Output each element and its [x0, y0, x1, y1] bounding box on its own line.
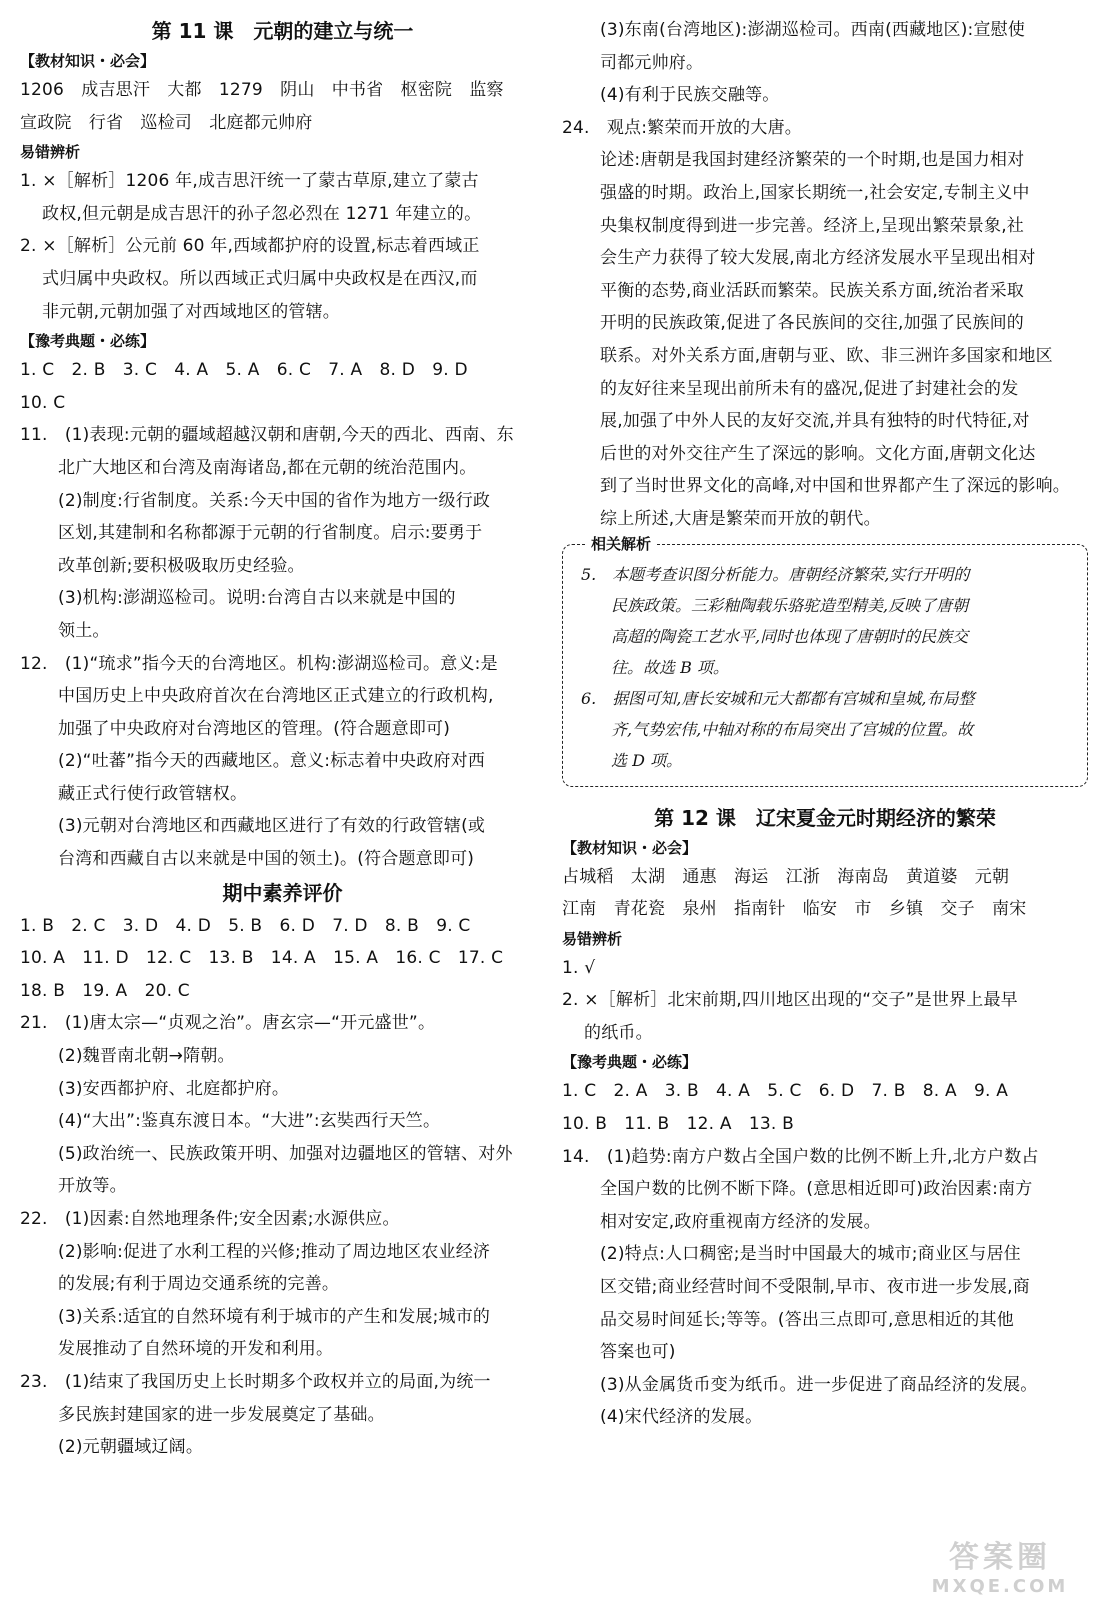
question-12-cont: (2)“吐蕃”指今天的西藏地区。意义:标志着中央政府对西 [58, 751, 486, 772]
question-11-cont: (3)机构:澎湖巡检司。说明:台湾自古以来就是中国的 [58, 588, 456, 609]
question-23-cont: (3)东南(台湾地区):澎湖巡检司。西南(西藏地区):宣慰使 [600, 20, 1026, 40]
question-24-cont: 会生产力获得了较大发展,南北方经济发展水平呈现出相对 [600, 248, 1036, 269]
question-11-cont: 领土。 [58, 620, 110, 641]
terms-line: 占城稻 太湖 通惠 海运 江浙 海南岛 黄道婆 元朝 [562, 866, 1010, 887]
section-textbook-knowledge: 【教材知识・必会】 [562, 838, 698, 857]
watermark-url: MXQE.COM [931, 1576, 1069, 1597]
terms-line: 宣政院 行省 巡检司 北庭都元帅府 [20, 112, 313, 133]
right-column [562, 14, 1088, 1434]
question-21-cont: (5)政治统一、民族政策开明、加强对边疆地区的管辖、对外 [58, 1143, 513, 1164]
question-22: 22. (1)因素:自然地理条件;安全因素;水源供应。 [20, 1209, 400, 1229]
analysis-item-5-cont: 民族政策。三彩釉陶载乐骆驼造型精美,反映了唐朝 [611, 595, 969, 615]
terms-line: 江南 青花瓷 泉州 指南针 临安 市 乡镇 交子 南宋 [562, 899, 1027, 920]
lesson11-title: 第 11 课 元朝的建立与统一 [151, 19, 414, 43]
question-24-cont: 联系。对外关系方面,唐朝与亚、欧、非三洲许多国家和地区 [600, 345, 1053, 366]
analysis-item-5-cont: 往。故选 B 项。 [611, 657, 729, 677]
question-22-cont: (3)关系:适宜的自然环境有利于城市的产生和发展;城市的 [58, 1306, 491, 1327]
section-textbook-knowledge: 【教材知识・必会】 [20, 52, 156, 70]
mc-answers: 1. C 2. B 3. C 4. A 5. A 6. C 7. A 8. D 9. D [20, 360, 468, 381]
question-21-cont: 开放等。 [58, 1176, 127, 1197]
analysis-item-5: 5. 本题考查识图分析能力。唐朝经济繁荣,实行开明的 [581, 564, 970, 584]
mc-answers: 1. C 2. A 3. B 4. A 5. C 6. D 7. B 8. A 9. A [562, 1081, 1009, 1102]
error-item-1: 1. √ [562, 957, 596, 978]
question-14-cont: 全国户数的比例不断下降。(意思相近即可)政治因素:南方 [600, 1179, 1033, 1200]
midterm-answers: 1. B 2. C 3. D 4. D 5. B 6. D 7. D 8. B 9. C [20, 915, 471, 936]
section-exam-questions: 【豫考典题・必练】 [20, 332, 156, 351]
question-14-cont: (3)从金属货币变为纸币。进一步促进了商品经济的发展。 [600, 1374, 1038, 1395]
question-23-cont: 司都元帅府。 [600, 52, 704, 73]
analysis-item-6-cont: 齐,气势宏伟,中轴对称的布局突出了宫城的位置。故 [611, 719, 974, 739]
question-23-cont: (2)元朝疆域辽阔。 [58, 1437, 204, 1458]
error-item-1: 1. ×［解析］1206 年,成吉思汗统一了蒙古草原,建立了蒙古 [20, 171, 479, 192]
question-22-cont: 的发展;有利于周边交通系统的完善。 [58, 1274, 340, 1295]
question-24-cont: 开明的民族政策,促进了各民族间的交往,加强了民族间的 [600, 313, 1025, 334]
section-error-analysis: 易错辨析 [562, 929, 623, 948]
question-24-cont: 央集权制度得到进一步完善。经济上,呈现出繁荣景象,社 [600, 215, 1025, 236]
question-24-cont: 综上所述,大唐是繁荣而开放的朝代。 [600, 508, 881, 529]
midterm-answers: 18. B 19. A 20. C [20, 980, 190, 1001]
question-14-cont: 相对安定,政府重视南方经济的发展。 [600, 1211, 881, 1232]
question-11-cont: (2)制度:行省制度。关系:今天中国的省作为地方一级行政 [58, 490, 491, 511]
question-22-cont: 发展推动了自然环境的开发和利用。 [58, 1339, 334, 1360]
question-23-cont: (4)有利于民族交融等。 [600, 85, 780, 106]
watermark-logo [905, 1532, 1095, 1597]
question-24-cont: 的友好往来呈现出前所未有的盛况,促进了封建社会的发 [600, 378, 1019, 399]
watermark-text: 答案圈 [949, 1540, 1051, 1575]
question-11-cont: 北广大地区和台湾及南海诸岛,都在元朝的统治范围内。 [58, 457, 477, 478]
question-21-cont: (3)安西都护府、北庭都护府。 [58, 1078, 290, 1099]
error-item-2-cont: 式归属中央政权。所以西域正式归属中央政权是在西汉,而 [42, 268, 478, 289]
mc-answers: 10. C [20, 392, 66, 413]
question-12-cont: 台湾和西藏自古以来就是中国的领土)。(符合题意即可) [58, 849, 475, 870]
question-14-cont: 品交易时间延长;等等。(答出三点即可,意思相近的其他 [600, 1309, 1014, 1330]
midterm-answers: 10. A 11. D 12. C 13. B 14. A 15. A 16. C 17. C [20, 948, 504, 969]
question-11: 11. (1)表现:元朝的疆域超越汉朝和唐朝,今天的西北、西南、东 [20, 425, 514, 446]
question-21-cont: (2)魏晋南北朝→隋朝。 [58, 1046, 235, 1067]
question-22-cont: (2)影响:促进了水利工程的兴修;推动了周边地区农业经济 [58, 1241, 491, 1262]
analysis-item-6: 6. 据图可知,唐长安城和元大都都有宫城和皇城,布局整 [581, 688, 975, 708]
analysis-item-6-cont: 选 D 项。 [611, 750, 683, 770]
section-error-analysis: 易错辨析 [20, 143, 81, 162]
question-24-cont: 到了当时世界文化的高峰,对中国和世界都产生了深远的影响。 [600, 476, 1071, 497]
left-column [20, 14, 545, 1464]
question-24-cont: 后世的对外交往产生了深远的影响。文化方面,唐朝文化达 [600, 443, 1036, 464]
error-item-2-cont: 的纸币。 [584, 1022, 653, 1043]
question-14-cont: 区交错;商业经营时间不受限制,早市、夜市进一步发展,商 [600, 1277, 1030, 1298]
error-item-2: 2. ×［解析］公元前 60 年,西域都护府的设置,标志着西域正 [20, 236, 480, 257]
related-analysis-box [562, 534, 1088, 787]
analysis-item-5-cont: 高超的陶瓷工艺水平,同时也体现了唐朝时的民族交 [611, 626, 969, 646]
error-item-2: 2. ×［解析］北宋前期,四川地区出现的“交子”是世界上最早 [562, 990, 1018, 1011]
question-11-cont: 改革创新;要积极吸取历史经验。 [58, 555, 305, 576]
question-14: 14. (1)趋势:南方户数占全国户数的比例不断上升,北方户数占 [562, 1146, 1039, 1167]
error-item-1-cont: 政权,但元朝是成吉思汗的孙子忽必烈在 1271 年建立的。 [42, 203, 482, 224]
question-12-cont: 中国历史上中央政府首次在台湾地区正式建立的行政机构, [58, 686, 494, 707]
question-12-cont: 藏正式行使行政管辖权。 [58, 783, 248, 804]
question-24-cont: 平衡的态势,商业活跃而繁荣。民族关系方面,统治者采取 [600, 280, 1025, 301]
mc-answers: 10. B 11. B 12. A 13. B [562, 1114, 794, 1135]
question-12-cont: (3)元朝对台湾地区和西藏地区进行了有效的行政管辖(或 [58, 816, 486, 837]
question-23-cont: 多民族封建国家的进一步发展奠定了基础。 [58, 1404, 385, 1425]
question-24-cont: 论述:唐朝是我国封建经济繁荣的一个时期,也是国力相对 [600, 150, 1025, 171]
question-24: 24. 观点:繁荣而开放的大唐。 [562, 117, 802, 138]
question-24-cont: 强盛的时期。政治上,国家长期统一,社会安定,专制主义中 [600, 182, 1030, 203]
question-14-cont: (4)宋代经济的发展。 [600, 1407, 763, 1428]
section-exam-questions: 【豫考典题・必练】 [562, 1053, 698, 1072]
terms-line: 1206 成吉思汗 大都 1279 阴山 中书省 枢密院 监察 [20, 80, 504, 100]
question-11-cont: 区划,其建制和名称都源于元朝的行省制度。启示:要勇于 [58, 523, 483, 544]
question-14-cont: (2)特点:人口稠密;是当时中国最大的城市;商业区与居住 [600, 1244, 1021, 1265]
question-12-cont: 加强了中央政府对台湾地区的管理。(符合题意即可) [58, 718, 451, 739]
question-12: 12. (1)“琉求”指今天的台湾地区。机构:澎湖巡检司。意义:是 [20, 653, 498, 674]
question-14-cont: 答案也可) [600, 1342, 676, 1363]
related-analysis-title: 相关解析 [585, 533, 657, 554]
error-item-2-cont: 非元朝,元朝加强了对西域地区的管辖。 [42, 301, 341, 322]
question-24-cont: 展,加强了中外人民的友好交流,并具有独特的时代特征,对 [600, 411, 1030, 432]
question-21: 21. (1)唐太宗—“贞观之治”。唐玄宗—“开元盛世”。 [20, 1013, 436, 1034]
question-21-cont: (4)“大出”:鉴真东渡日本。“大进”:玄奘西行天竺。 [58, 1111, 441, 1132]
midterm-title: 期中素养评价 [222, 880, 343, 905]
lesson12-title: 第 12 课 辽宋夏金元时期经济的繁荣 [654, 805, 996, 830]
question-23: 23. (1)结束了我国历史上长时期多个政权并立的局面,为统一 [20, 1371, 491, 1392]
